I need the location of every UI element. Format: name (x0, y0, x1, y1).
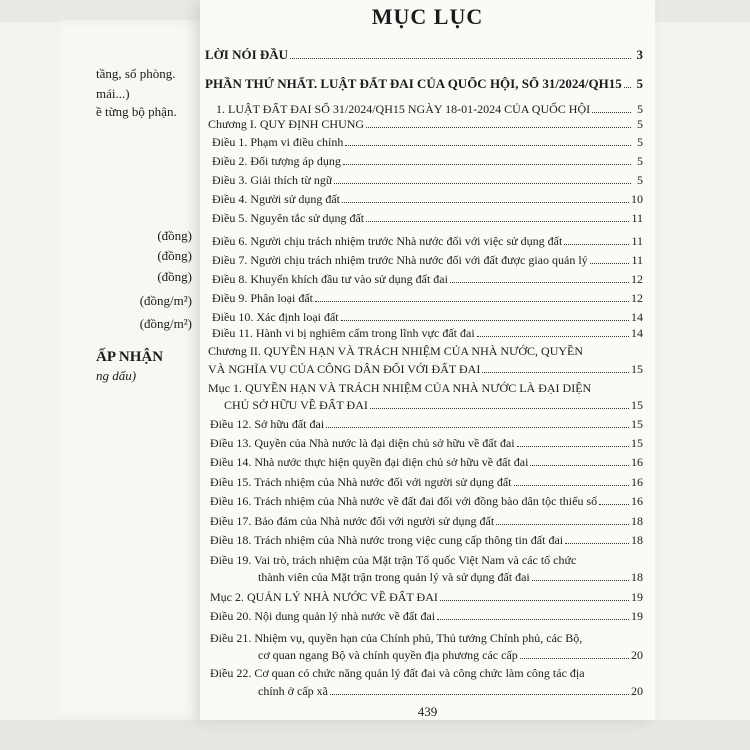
toc-entry[interactable] (212, 173, 643, 187)
toc-entry[interactable] (212, 310, 643, 324)
toc-entry-title: Điều 5. Nguyên tắc sử dụng đất (212, 211, 365, 225)
toc-entry-title-line1: Điều 21. Nhiệm vụ, quyền hạn của Chính phủ, Thủ tướng Chính phủ, các Bộ, (210, 631, 583, 645)
left-page-amount: (đồng) (157, 269, 192, 284)
toc-entry[interactable] (210, 609, 643, 623)
dot-leader (477, 335, 629, 337)
toc-entry-page: 14 (631, 310, 643, 324)
toc-entry-page: 15 (631, 417, 643, 431)
toc-entry-title: Điều 14. Nhà nước thực hiện quyền đại diện chủ sở hữu về đất đai (210, 455, 529, 469)
toc-entry[interactable] (210, 475, 643, 489)
left-page-line: mái...) (96, 86, 130, 101)
toc-entry-title: Điều 9. Phân loại đất (212, 291, 313, 305)
toc-entry-title: Điều 15. Trách nhiệm của Nhà nước đối với người sử dụng đất (210, 475, 512, 489)
toc-entry-page: 16 (631, 494, 643, 508)
toc-entry-title: 1. LUẬT ĐẤT ĐAI SỐ 31/2024/QH15 NGÀY 18-01-2024 CỦA QUỐC HỘI (216, 102, 591, 116)
toc-entry-title: VÀ NGHĨA VỤ CỦA CÔNG DÂN ĐỐI VỚI ĐẤT ĐAI (208, 362, 481, 376)
dot-leader (342, 201, 629, 203)
toc-entry[interactable] (212, 234, 643, 248)
left-facing-page (60, 20, 210, 720)
toc-entry-page: 20 (631, 648, 643, 662)
dot-leader (334, 182, 631, 184)
toc-entry-title: Điều 13. Quyền của Nhà nước là đại diện chủ sở hữu về đất đai (210, 436, 515, 450)
dot-leader (366, 220, 629, 222)
toc-entry-title: Điều 10. Xác định loại đất (212, 310, 339, 324)
dot-leader (437, 618, 629, 620)
dot-leader (482, 371, 629, 373)
dot-leader (370, 407, 629, 409)
toc-entry[interactable] (216, 102, 643, 116)
toc-entry-title: cơ quan ngang Bộ và chính quyền địa phương các cấp (258, 648, 518, 662)
toc-entry-title-line1: Mục 1. QUYỀN HẠN VÀ TRÁCH NHIỆM CỦA NHÀ NƯỚC LÀ ĐẠI DIỆN (208, 381, 592, 395)
dot-leader (290, 57, 631, 59)
left-page-amount: (đồng/m²) (139, 316, 192, 331)
toc-entry[interactable] (210, 494, 643, 508)
dot-leader (326, 426, 629, 428)
dot-leader (517, 445, 629, 447)
toc-entry-page: 15 (631, 362, 643, 376)
dot-leader (530, 464, 629, 466)
toc-entry[interactable] (212, 192, 643, 206)
toc-entry[interactable] (212, 272, 643, 286)
dot-leader (330, 693, 629, 695)
toc-entry-page: 11 (631, 234, 643, 248)
toc-entry-title-line1: Chương II. QUYỀN HẠN VÀ TRÁCH NHIỆM CỦA NHÀ NƯỚC, QUYỀN (208, 344, 584, 358)
toc-entry-title: Điều 16. Trách nhiệm của Nhà nước về đất đai đối với đồng bào dân tộc thiểu số (210, 494, 598, 508)
dot-leader (343, 163, 631, 165)
toc-entry-page: 5 (637, 117, 643, 131)
left-page-amount: (đồng) (157, 248, 192, 263)
toc-entry-title: LỜI NÓI ĐẦU (205, 48, 289, 62)
toc-entry[interactable] (212, 135, 643, 149)
toc-entry-page: 16 (631, 455, 643, 469)
dot-leader (345, 144, 631, 146)
toc-entry-title: chính ở cấp xã (258, 684, 328, 698)
toc-entry-title: Điều 17. Bảo đảm của Nhà nước đối với người sử dụng đất (210, 514, 495, 528)
toc-entry-page: 11 (631, 211, 643, 225)
toc-entry-page: 5 (637, 173, 643, 187)
toc-entry-title: thành viên của Mặt trận trong quản lý và sử dụng đất đai (258, 570, 530, 584)
dot-leader (564, 243, 629, 245)
toc-entry[interactable] (212, 154, 643, 168)
dot-leader (341, 319, 629, 321)
toc-entry-title: Điều 1. Phạm vi điều chỉnh (212, 135, 344, 149)
toc-entry-title: Điều 2. Đối tượng áp dụng (212, 154, 341, 168)
toc-entry[interactable] (224, 398, 643, 412)
toc-entry-title: PHẦN THỨ NHẤT. LUẬT ĐẤT ĐAI CỦA QUỐC HỘI, SỐ 31/2024/QH15 (205, 77, 622, 91)
toc-entry-page: 18 (631, 514, 643, 528)
toc-entry[interactable] (258, 648, 643, 662)
toc-entry-title: Điều 4. Người sử dụng đất (212, 192, 341, 206)
toc-page (200, 0, 655, 720)
toc-entry-page: 10 (631, 192, 643, 206)
left-page-line: tầng, số phòng. (96, 66, 176, 81)
dot-leader (590, 262, 630, 264)
toc-entry-title: Điều 11. Hành vi bị nghiêm cấm trong lĩnh vực đất đai (212, 326, 475, 340)
toc-entry-page: 18 (631, 570, 643, 584)
toc-entry-page: 5 (637, 154, 643, 168)
toc-entry-title-line1: Điều 19. Vai trò, trách nhiệm của Mặt trận Tổ quốc Việt Nam và các tổ chức (210, 553, 577, 567)
toc-entry-title: Điều 6. Người chịu trách nhiệm trước Nhà nước đối với việc sử dụng đất (212, 234, 563, 248)
dot-leader (514, 484, 629, 486)
toc-entry[interactable] (210, 590, 643, 604)
toc-entry-title: Điều 12. Sở hữu đất đai (210, 417, 325, 431)
left-page-line: ề từng bộ phận. (96, 104, 177, 119)
toc-entry-title: Mục 2. QUẢN LÝ NHÀ NƯỚC VỀ ĐẤT ĐAI (210, 590, 438, 604)
toc-entry[interactable] (208, 117, 643, 131)
toc-entry-title: Điều 3. Giải thích từ ngữ (212, 173, 333, 187)
dot-leader (450, 281, 629, 283)
left-page-amount: (đồng) (157, 228, 192, 243)
dot-leader (315, 300, 629, 302)
toc-entry[interactable] (210, 436, 643, 450)
toc-entry[interactable] (212, 253, 643, 267)
toc-entry[interactable] (210, 417, 643, 431)
toc-entry[interactable] (208, 362, 643, 376)
toc-entry-title: Điều 8. Khuyến khích đầu tư vào sử dụng đất đai (212, 272, 448, 286)
toc-entry[interactable] (205, 77, 643, 91)
toc-entry-page: 12 (631, 291, 643, 305)
toc-entry-title-line1: Điều 22. Cơ quan có chức năng quản lý đất đai và công chức làm công tác địa (210, 666, 585, 680)
toc-entry-title: Chương I. QUY ĐỊNH CHUNG (208, 117, 365, 131)
toc-entry-page: 14 (631, 326, 643, 340)
toc-entry-page: 18 (631, 533, 643, 547)
dot-leader (599, 503, 629, 505)
toc-entry[interactable] (210, 514, 643, 528)
toc-entry-page: 5 (637, 135, 643, 149)
left-page-amount: (đồng/m²) (139, 293, 192, 308)
toc-entry-page: 15 (631, 398, 643, 412)
toc-entry-page: 19 (631, 590, 643, 604)
toc-entry[interactable] (210, 533, 643, 547)
dot-leader (520, 657, 629, 659)
toc-list (200, 0, 655, 700)
toc-entry[interactable] (258, 570, 643, 584)
toc-entry-page: 11 (631, 253, 643, 267)
toc-entry-title: Điều 7. Người chịu trách nhiệm trước Nhà nước đối với đất được giao quản lý (212, 253, 588, 267)
toc-entry[interactable] (212, 326, 643, 340)
background-bottom (0, 720, 750, 750)
dot-leader (440, 599, 629, 601)
toc-entry-page: 5 (636, 76, 643, 91)
dot-leader (624, 86, 631, 88)
toc-entry-page: 19 (631, 609, 643, 623)
toc-entry-page: 3 (636, 47, 643, 62)
dot-leader (366, 126, 631, 128)
left-page-subheading: ng dấu) (96, 368, 137, 383)
left-page-heading: ẤP NHẬN (96, 349, 164, 365)
page-number: 439 (417, 704, 438, 719)
toc-entry-page: 12 (631, 272, 643, 286)
toc-entry[interactable] (258, 684, 643, 698)
toc-entry[interactable] (212, 211, 643, 225)
toc-entry-page: 5 (637, 102, 643, 116)
dot-leader (565, 542, 629, 544)
toc-entry[interactable] (205, 48, 643, 62)
dot-leader (496, 523, 629, 525)
toc-entry-title: CHỦ SỞ HỮU VỀ ĐẤT ĐAI (224, 398, 368, 412)
page-title: MỤC LỤC (371, 4, 484, 29)
toc-entry-title: Điều 18. Trách nhiệm của Nhà nước trong việc cung cấp thông tin đất đai (210, 533, 564, 547)
dot-leader (592, 111, 631, 113)
toc-entry[interactable] (212, 291, 643, 305)
toc-entry-page: 15 (631, 436, 643, 450)
toc-entry-page: 16 (631, 475, 643, 489)
toc-entry[interactable] (210, 455, 643, 469)
toc-entry-page: 20 (631, 684, 643, 698)
toc-entry-title: Điều 20. Nội dung quản lý nhà nước về đất đai (210, 609, 436, 623)
dot-leader (532, 579, 629, 581)
